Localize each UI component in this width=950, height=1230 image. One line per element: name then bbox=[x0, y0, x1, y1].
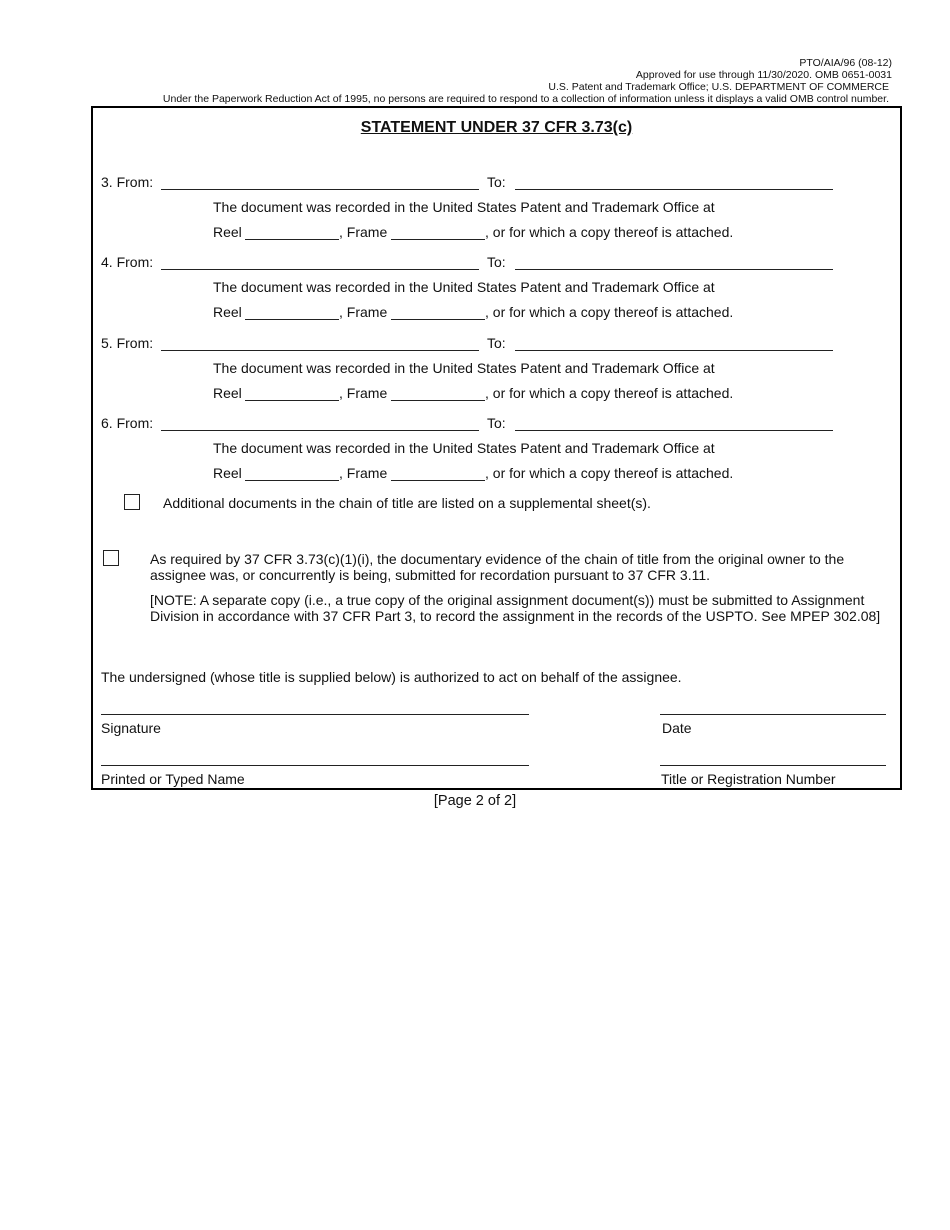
form-title: STATEMENT UNDER 37 CFR 3.73(c) bbox=[360, 119, 633, 136]
to-field[interactable] bbox=[515, 189, 833, 190]
to-field[interactable] bbox=[515, 269, 833, 270]
to-label: To: bbox=[487, 335, 506, 351]
title-registration-label: Title or Registration Number bbox=[661, 771, 836, 787]
title-registration-field[interactable] bbox=[660, 765, 886, 766]
agency-line: U.S. Patent and Trademark Office; U.S. DEPARTMENT OF COMMERCE bbox=[548, 81, 889, 93]
from-label: 5. From: bbox=[101, 335, 154, 351]
reel-field[interactable] bbox=[245, 319, 339, 320]
reel-field[interactable] bbox=[245, 239, 339, 240]
frame-label: , Frame bbox=[339, 385, 388, 401]
attached-text: , or for which a copy thereof is attached. bbox=[485, 304, 734, 320]
recorded-text: The document was recorded in the United States Patent and Trademark Office at bbox=[213, 360, 715, 376]
from-field[interactable] bbox=[161, 189, 479, 190]
from-field[interactable] bbox=[161, 269, 479, 270]
printed-name-field[interactable] bbox=[101, 765, 529, 766]
frame-label: , Frame bbox=[339, 224, 388, 240]
recordation-text-line2: assignee was, or concurrently is being, submitted for recordation pursuant to 37 CFR 3.11. bbox=[150, 567, 711, 583]
date-field[interactable] bbox=[660, 714, 886, 715]
paperwork-notice: Under the Paperwork Reduction Act of 1995, no persons are required to respond to a collection of information unless it displays a valid OMB control number. bbox=[162, 93, 889, 105]
reel-field[interactable] bbox=[245, 480, 339, 481]
signature-field[interactable] bbox=[101, 714, 529, 715]
to-field[interactable] bbox=[515, 430, 833, 431]
attached-text: , or for which a copy thereof is attached. bbox=[485, 465, 734, 481]
from-label: 3. From: bbox=[101, 174, 154, 190]
frame-field[interactable] bbox=[391, 319, 485, 320]
date-label: Date bbox=[662, 720, 692, 736]
frame-field[interactable] bbox=[391, 400, 485, 401]
note-text-line1: [NOTE: A separate copy (i.e., a true copy of the original assignment document(s)) must be submitted to Assignment bbox=[150, 592, 865, 608]
reel-label: Reel bbox=[213, 385, 242, 401]
form-number: PTO/AIA/96 (08-12) bbox=[799, 57, 892, 69]
printed-name-label: Printed or Typed Name bbox=[101, 771, 245, 787]
from-label: 6. From: bbox=[101, 415, 154, 431]
attached-text: , or for which a copy thereof is attached. bbox=[485, 385, 734, 401]
attached-text: , or for which a copy thereof is attached. bbox=[485, 224, 734, 240]
supplemental-label: Additional documents in the chain of title are listed on a supplemental sheet(s). bbox=[163, 495, 651, 511]
reel-label: Reel bbox=[213, 304, 242, 320]
to-label: To: bbox=[487, 254, 506, 270]
frame-field[interactable] bbox=[391, 239, 485, 240]
page-number: [Page 2 of 2] bbox=[433, 793, 517, 809]
reel-label: Reel bbox=[213, 224, 242, 240]
omb-approval: Approved for use through 11/30/2020. OMB 0651-0031 bbox=[635, 69, 892, 81]
reel-label: Reel bbox=[213, 465, 242, 481]
frame-label: , Frame bbox=[339, 465, 388, 481]
recorded-text: The document was recorded in the United States Patent and Trademark Office at bbox=[213, 199, 715, 215]
from-label: 4. From: bbox=[101, 254, 154, 270]
frame-label: , Frame bbox=[339, 304, 388, 320]
to-label: To: bbox=[487, 174, 506, 190]
note-text-line2: Division in accordance with 37 CFR Part 3, to record the assignment in the records of the USPTO. See MPEP 302.08] bbox=[150, 608, 881, 624]
signature-label: Signature bbox=[101, 720, 161, 736]
recordation-checkbox[interactable] bbox=[103, 550, 119, 566]
supplemental-sheet-checkbox[interactable] bbox=[124, 494, 140, 510]
recordation-text-line1: As required by 37 CFR 3.73(c)(1)(i), the documentary evidence of the chain of title from the original owner to the bbox=[150, 551, 845, 567]
frame-field[interactable] bbox=[391, 480, 485, 481]
authorization-statement: The undersigned (whose title is supplied below) is authorized to act on behalf of the assignee. bbox=[101, 669, 682, 685]
recorded-text: The document was recorded in the United States Patent and Trademark Office at bbox=[213, 279, 715, 295]
from-field[interactable] bbox=[161, 350, 479, 351]
reel-field[interactable] bbox=[245, 400, 339, 401]
from-field[interactable] bbox=[161, 430, 479, 431]
to-field[interactable] bbox=[515, 350, 833, 351]
recorded-text: The document was recorded in the United States Patent and Trademark Office at bbox=[213, 440, 715, 456]
to-label: To: bbox=[487, 415, 506, 431]
form-frame bbox=[91, 106, 902, 790]
